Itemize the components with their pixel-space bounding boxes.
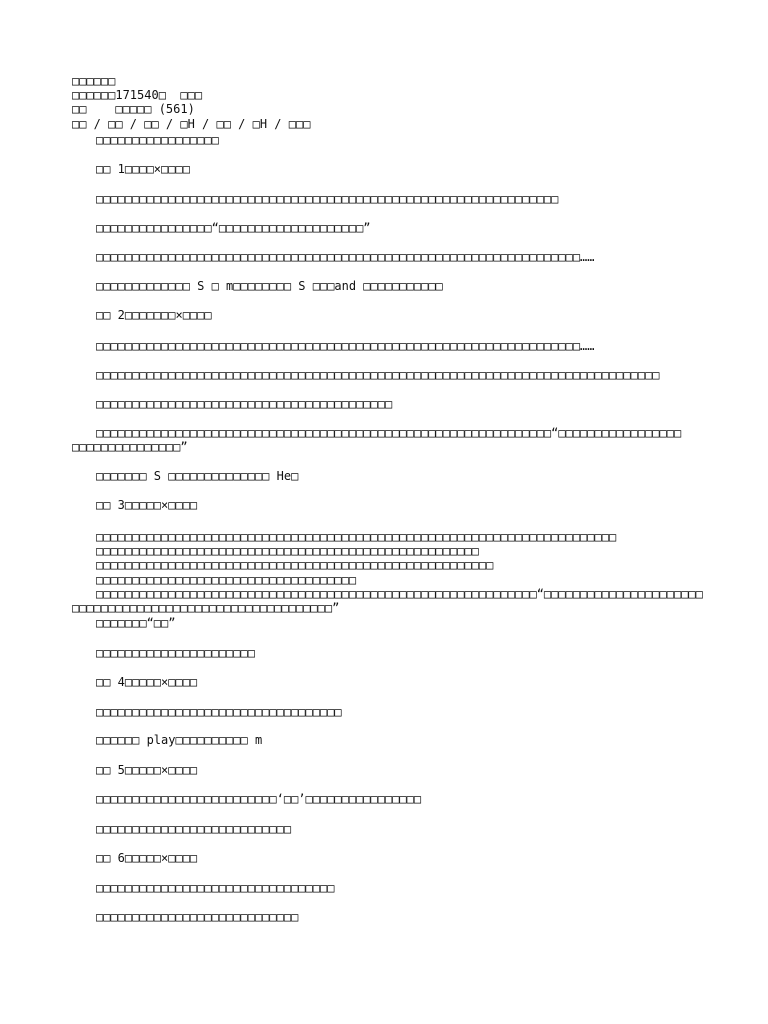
header-count: □□ □□□□□ (561) xyxy=(72,102,195,116)
paragraph: □□□□□□□□□□□□□□□□□□□□□□□□□□□□□□□□□□□□□□□□□□□□□□□□□□□□□□□□□□□□□□□□□□□□□□□□□□□□□□ xyxy=(96,368,660,382)
question-heading-3: □□ 3□□□□□×□□□□ xyxy=(96,498,198,512)
question-heading-6: □□ 6□□□□□×□□□□ xyxy=(96,851,198,865)
paragraph: □□□□□□□□□□□□□□□□□□□□□□□□□□□□□□□□□□□□ xyxy=(96,573,357,587)
question-heading-4: □□ 4□□□□□×□□□□ xyxy=(96,675,198,689)
paragraph: □□□□□□□□□□□□□□□□□□□□□□□□□□□□□□□□□□□□□□□□□□□□□□□□□□□□□ xyxy=(96,544,479,558)
paragraph: □□□□□□□“□□” xyxy=(96,616,176,630)
question-heading-2: □□ 2□□□□□□□×□□□□ xyxy=(96,308,212,322)
paragraph: □□□□□□□□□□□□□□□□□□□□□□□□□□□□□□□□□ xyxy=(96,881,335,895)
paragraph: □□□□□□□□□□□□□□□□“□□□□□□□□□□□□□□□□□□□□” xyxy=(96,221,371,235)
paragraph: □□□□□□□□□□□□□□□□□□□□□□□□□□□□□□□□□□□□□□□□□□□□□□□□□□□□□□□□□□□□□□□□□□□□□□□□ xyxy=(96,530,617,544)
paragraph: □□□□□□□ S □□□□□□□□□□□□□□ He□ xyxy=(96,469,299,483)
paragraph: □□□□□□□□□□□□□□□□□□□□□□□□□□□□□□□□□□□□□□□□□□□□□□□□□□□□□□□□□□□□□□□□□□□…… xyxy=(96,250,595,264)
question-heading-1: □□ 1□□□□×□□□□ xyxy=(96,162,190,176)
paragraph-continuation: □□□□□□□□□□□□□□□” xyxy=(72,440,188,454)
paragraph: □□□□□□□□□□□□□□□□□□□□□□□□□‘□□’□□□□□□□□□□□□□□□□ xyxy=(96,792,422,806)
paragraph: □□□□□□ play□□□□□□□□□□ m xyxy=(96,733,263,747)
paragraph: □□□□□□□□□□□□□□□□□□□□□□□□□□□□□□□□□□□□□□□□□□□□□□□□□□□□□□□ xyxy=(96,558,494,572)
paragraph: □□□□□□□□□□□□□□□□□□□□□□□□□□□□□□□□□□□□□□□□□□□□□□□□□□□□□□□□□□□□□□□□ xyxy=(96,192,559,206)
paragraph: □□□□□□□□□□□□□ S □ m□□□□□□□□ S □□□and □□□□□□□□□□□ xyxy=(96,279,443,293)
header-id: □□□□□□171540□ □□□ xyxy=(72,88,203,102)
paragraph-continuation: □□□□□□□□□□□□□□□□□□□□□□□□□□□□□□□□□□□□” xyxy=(72,601,340,615)
paragraph: □□□□□□□□□□□□□□□□□□□□□□□□□□□ xyxy=(96,822,292,836)
paragraph: □□□□□□□□□□□□□□□□□□□□□□□□□□□□□□□□□□□□□□□□□□□□□□□□□□□□□□□□□□□□□□□□□□□…… xyxy=(96,339,595,353)
paragraph: □□□□□□□□□□□□□□□□□□□□□□□□□□□□□□□□□□□□□□□□□ xyxy=(96,397,393,411)
paragraph: □□□□□□□□□□□□□□□□□□□□□□□□□□□□ xyxy=(96,910,299,924)
header-title: □□□□□□ xyxy=(72,74,116,88)
paragraph: □□□□□□□□□□□□□□□□□□□□□□□□□□□□□□□□□□□□□□□□□□□□□□□□□□□□□□□□□□□□□“□□□□□□□□□□□□□□□□□□□□□□ xyxy=(96,587,703,601)
paragraph: □□□□□□□□□□□□□□□□□□□□□□□□□□□□□□□□□□□□□□□□□□□□□□□□□□□□□□□□□□□□□□□“□□□□□□□□□□□□□□□□□ xyxy=(96,426,682,440)
paragraph: □□□□□□□□□□□□□□□□□□□□□□□□□□□□□□□□□□ xyxy=(96,705,342,719)
question-heading-5: □□ 5□□□□□×□□□□ xyxy=(96,763,198,777)
breadcrumb[interactable]: □□ / □□ / □□ / □H / □□ / □H / □□□ xyxy=(72,117,311,131)
paragraph: □□□□□□□□□□□□□□□□□□□□□□ xyxy=(96,646,255,660)
subtitle: □□□□□□□□□□□□□□□□□ xyxy=(96,133,219,147)
